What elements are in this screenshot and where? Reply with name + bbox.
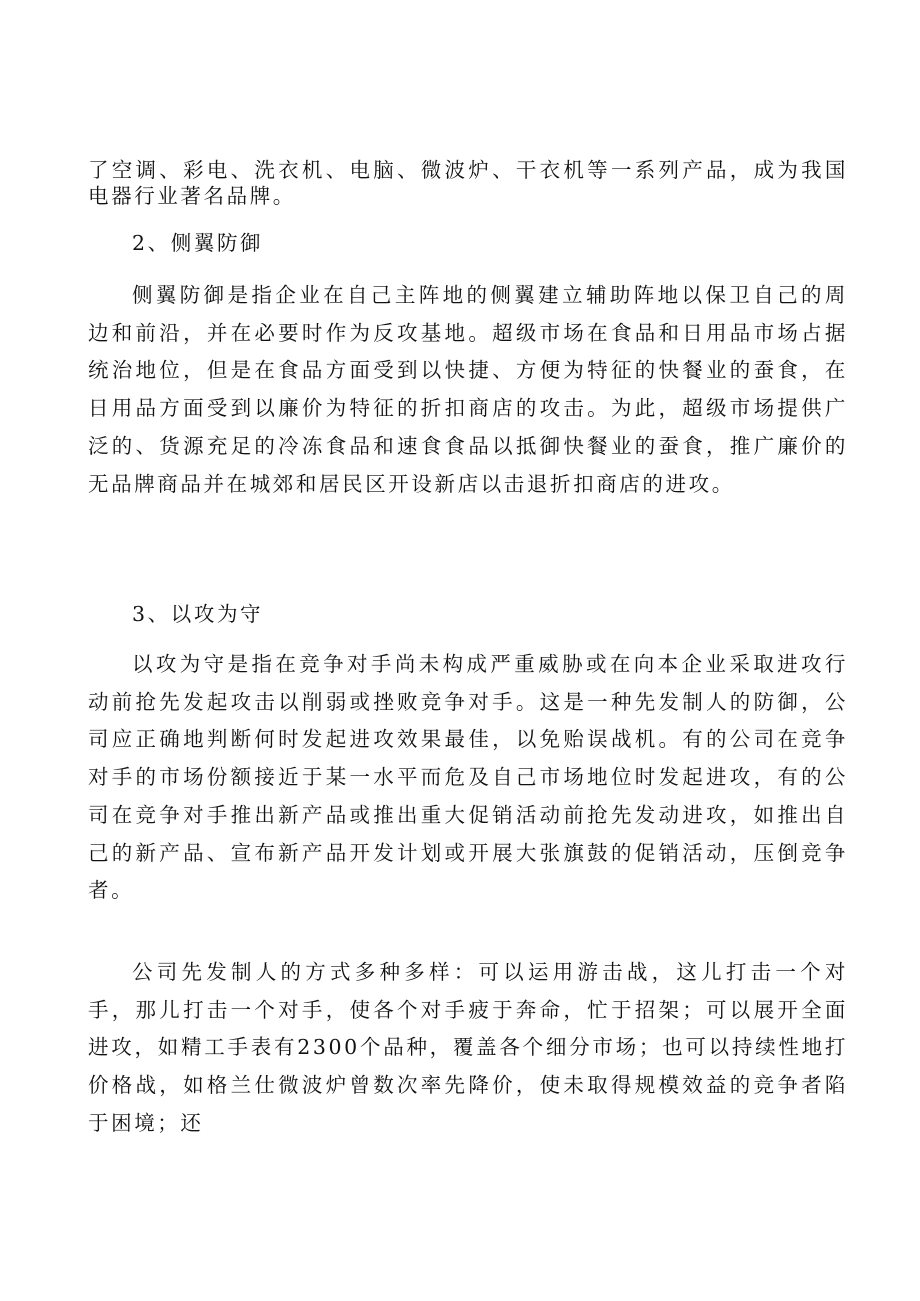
paragraph-continuation: 了空调、彩电、洗衣机、电脑、微波炉、干衣机等一系列产品，成为我国电器行业著名品牌。	[88, 158, 848, 208]
section-heading-preemptive-defense: 3、以攻为守	[132, 602, 264, 626]
paragraph-preemptive-defense: 以攻为守是指在竞争对手尚未构成严重威胁或在向本企业采取进攻行动前抢先发起攻击以削弱或挫败竞争对手。这是一种先发制人的防御，公司应正确地判断何时发起进攻效果最佳，以免贻误战机。有的公司在竞争对手的市场份额接近于某一水平而危及自己市场地位时发起进攻，有的公司在竞争对手推出新产品或推出重大促销活动前抢先发动进攻，如推出自己的新产品、宣布新产品开发计划或开展大张旗鼓的促销活动，压倒竞争者。	[88, 652, 848, 903]
section-heading-flank-defense: 2、侧翼防御	[132, 231, 264, 255]
paragraph-preemptive-methods: 公司先发制人的方式多种多样：可以运用游击战，这儿打击一个对手，那儿打击一个对手，使各个对手疲于奔命，忙于招架；可以展开全面进攻，如精工手表有2300个品种，覆盖各个细分市场；也可以持续性地打价格战，如格兰仕微波炉曾数次率先降价，使未取得规模效益的竞争者陷于困境；还	[88, 960, 848, 1135]
paragraph-flank-defense: 侧翼防御是指企业在自己主阵地的侧翼建立辅助阵地以保卫自己的周边和前沿，并在必要时作为反攻基地。超级市场在食品和日用品市场占据统治地位，但是在食品方面受到以快捷、方便为特征的快餐业的蚕食，在日用品方面受到以廉价为特征的折扣商店的攻击。为此，超级市场提供广泛的、货源充足的冷冻食品和速食食品以抵御快餐业的蚕食，推广廉价的无品牌商品并在城郊和居民区开设新店以击退折扣商店的进攻。	[88, 283, 848, 496]
